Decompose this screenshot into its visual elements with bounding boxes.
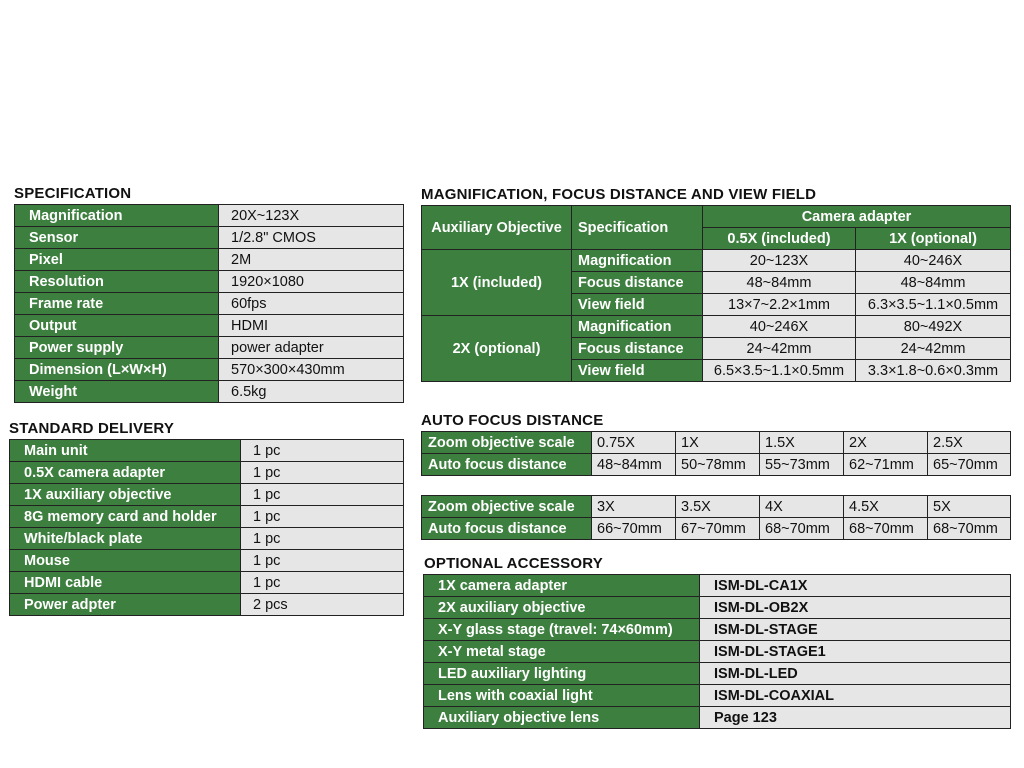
accessory-code: ISM-DL-STAGE bbox=[700, 619, 1011, 641]
focus-distance-value: 67~70mm bbox=[676, 518, 760, 540]
accessory-name: LED auxiliary lighting bbox=[424, 663, 700, 685]
magnification-table bbox=[421, 205, 1011, 382]
objective-label: 1X (included) bbox=[422, 250, 572, 316]
spec-name: View field bbox=[572, 360, 703, 382]
delivery-item: 1X auxiliary objective bbox=[10, 484, 241, 506]
auto-focus-title: AUTO FOCUS DISTANCE bbox=[421, 412, 604, 429]
spec-row bbox=[15, 359, 404, 381]
spec-label: Weight bbox=[15, 381, 219, 403]
focus-distance-value: 65~70mm bbox=[928, 454, 1011, 476]
zoom-scale-value: 2.5X bbox=[928, 432, 1011, 454]
accessory-name: Lens with coaxial light bbox=[424, 685, 700, 707]
delivery-qty: 1 pc bbox=[241, 506, 404, 528]
delivery-row bbox=[10, 506, 404, 528]
auto-focus-table-1 bbox=[421, 431, 1011, 476]
focus-distance-value: 55~73mm bbox=[760, 454, 844, 476]
one-x-value: 40~246X bbox=[856, 250, 1011, 272]
zoom-scale-value: 1X bbox=[676, 432, 760, 454]
standard-delivery-table bbox=[9, 439, 404, 616]
delivery-row bbox=[10, 462, 404, 484]
spec-label: Power supply bbox=[15, 337, 219, 359]
zoom-scale-row bbox=[422, 496, 1011, 518]
focus-distance-label: Auto focus distance bbox=[422, 518, 592, 540]
focus-distance-value: 50~78mm bbox=[676, 454, 760, 476]
delivery-row bbox=[10, 484, 404, 506]
spec-label: Output bbox=[15, 315, 219, 337]
accessory-code: ISM-DL-STAGE1 bbox=[700, 641, 1011, 663]
spec-value: 1/2.8" CMOS bbox=[219, 227, 404, 249]
zoom-scale-value: 4.5X bbox=[844, 496, 928, 518]
delivery-qty: 1 pc bbox=[241, 440, 404, 462]
spec-label: Dimension (L×W×H) bbox=[15, 359, 219, 381]
spec-label: Magnification bbox=[15, 205, 219, 227]
focus-distance-row bbox=[422, 454, 1011, 476]
header-1x-optional: 1X (optional) bbox=[856, 228, 1011, 250]
zoom-scale-row bbox=[422, 432, 1011, 454]
magnification-row bbox=[422, 250, 1011, 272]
accessory-row bbox=[424, 619, 1011, 641]
spec-value: 1920×1080 bbox=[219, 271, 404, 293]
zoom-scale-value: 3X bbox=[592, 496, 676, 518]
optional-accessory-table bbox=[423, 574, 1011, 729]
spec-name: Focus distance bbox=[572, 338, 703, 360]
zoom-scale-label: Zoom objective scale bbox=[422, 496, 592, 518]
delivery-qty: 1 pc bbox=[241, 484, 404, 506]
spec-value: 60fps bbox=[219, 293, 404, 315]
spec-value: HDMI bbox=[219, 315, 404, 337]
accessory-row bbox=[424, 597, 1011, 619]
delivery-item: White/black plate bbox=[10, 528, 241, 550]
delivery-row bbox=[10, 572, 404, 594]
specification-table bbox=[14, 204, 404, 403]
spec-label: Sensor bbox=[15, 227, 219, 249]
accessory-code: ISM-DL-COAXIAL bbox=[700, 685, 1011, 707]
zoom-scale-value: 5X bbox=[928, 496, 1011, 518]
spec-row bbox=[15, 227, 404, 249]
focus-distance-value: 62~71mm bbox=[844, 454, 928, 476]
accessory-code: ISM-DL-OB2X bbox=[700, 597, 1011, 619]
delivery-row bbox=[10, 440, 404, 462]
accessory-row bbox=[424, 641, 1011, 663]
accessory-row bbox=[424, 575, 1011, 597]
accessory-name: X-Y glass stage (travel: 74×60mm) bbox=[424, 619, 700, 641]
specification-title: SPECIFICATION bbox=[14, 185, 132, 202]
half-x-value: 48~84mm bbox=[703, 272, 856, 294]
spec-name: View field bbox=[572, 294, 703, 316]
one-x-value: 48~84mm bbox=[856, 272, 1011, 294]
zoom-scale-value: 0.75X bbox=[592, 432, 676, 454]
spec-label: Pixel bbox=[15, 249, 219, 271]
delivery-item: Mouse bbox=[10, 550, 241, 572]
delivery-item: HDMI cable bbox=[10, 572, 241, 594]
delivery-row bbox=[10, 528, 404, 550]
spec-row bbox=[15, 271, 404, 293]
spec-name: Magnification bbox=[572, 250, 703, 272]
focus-distance-value: 68~70mm bbox=[928, 518, 1011, 540]
delivery-item: 0.5X camera adapter bbox=[10, 462, 241, 484]
spec-label: Frame rate bbox=[15, 293, 219, 315]
zoom-scale-value: 3.5X bbox=[676, 496, 760, 518]
one-x-value: 24~42mm bbox=[856, 338, 1011, 360]
spec-name: Focus distance bbox=[572, 272, 703, 294]
half-x-value: 24~42mm bbox=[703, 338, 856, 360]
delivery-qty: 1 pc bbox=[241, 462, 404, 484]
spec-value: 20X~123X bbox=[219, 205, 404, 227]
magnification-title: MAGNIFICATION, FOCUS DISTANCE AND VIEW FIELD bbox=[421, 186, 817, 203]
optional-accessory-title: OPTIONAL ACCESSORY bbox=[424, 555, 603, 572]
spec-value: 570×300×430mm bbox=[219, 359, 404, 381]
spec-row bbox=[15, 381, 404, 403]
header-camera-adapter: Camera adapter bbox=[703, 206, 1011, 228]
spec-value: 6.5kg bbox=[219, 381, 404, 403]
delivery-qty: 1 pc bbox=[241, 550, 404, 572]
accessory-name: X-Y metal stage bbox=[424, 641, 700, 663]
one-x-value: 80~492X bbox=[856, 316, 1011, 338]
header-auxiliary-objective: Auxiliary Objective bbox=[422, 206, 572, 250]
spec-value: 2M bbox=[219, 249, 404, 271]
zoom-scale-value: 1.5X bbox=[760, 432, 844, 454]
delivery-item: 8G memory card and holder bbox=[10, 506, 241, 528]
delivery-item: Power adpter bbox=[10, 594, 241, 616]
focus-distance-value: 48~84mm bbox=[592, 454, 676, 476]
delivery-qty: 2 pcs bbox=[241, 594, 404, 616]
auto-focus-table-2 bbox=[421, 495, 1011, 540]
delivery-row bbox=[10, 550, 404, 572]
focus-distance-label: Auto focus distance bbox=[422, 454, 592, 476]
header-half-x-included: 0.5X (included) bbox=[703, 228, 856, 250]
accessory-code: ISM-DL-CA1X bbox=[700, 575, 1011, 597]
spec-row bbox=[15, 337, 404, 359]
header-specification: Specification bbox=[572, 206, 703, 250]
delivery-qty: 1 pc bbox=[241, 528, 404, 550]
one-x-value: 6.3×3.5~1.1×0.5mm bbox=[856, 294, 1011, 316]
focus-distance-value: 68~70mm bbox=[844, 518, 928, 540]
accessory-code: ISM-DL-LED bbox=[700, 663, 1011, 685]
accessory-name: 1X camera adapter bbox=[424, 575, 700, 597]
accessory-row bbox=[424, 663, 1011, 685]
one-x-value: 3.3×1.8~0.6×0.3mm bbox=[856, 360, 1011, 382]
spec-row bbox=[15, 205, 404, 227]
delivery-item: Main unit bbox=[10, 440, 241, 462]
spec-row bbox=[15, 249, 404, 271]
spec-value: power adapter bbox=[219, 337, 404, 359]
accessory-name: Auxiliary objective lens bbox=[424, 707, 700, 729]
magnification-row bbox=[422, 316, 1011, 338]
focus-distance-value: 66~70mm bbox=[592, 518, 676, 540]
accessory-row bbox=[424, 685, 1011, 707]
half-x-value: 40~246X bbox=[703, 316, 856, 338]
spec-row bbox=[15, 315, 404, 337]
zoom-scale-value: 4X bbox=[760, 496, 844, 518]
zoom-scale-label: Zoom objective scale bbox=[422, 432, 592, 454]
delivery-row bbox=[10, 594, 404, 616]
objective-label: 2X (optional) bbox=[422, 316, 572, 382]
half-x-value: 6.5×3.5~1.1×0.5mm bbox=[703, 360, 856, 382]
spec-label: Resolution bbox=[15, 271, 219, 293]
focus-distance-value: 68~70mm bbox=[760, 518, 844, 540]
half-x-value: 20~123X bbox=[703, 250, 856, 272]
spec-name: Magnification bbox=[572, 316, 703, 338]
zoom-scale-value: 2X bbox=[844, 432, 928, 454]
spec-row bbox=[15, 293, 404, 315]
standard-delivery-title: STANDARD DELIVERY bbox=[9, 420, 175, 437]
half-x-value: 13×7~2.2×1mm bbox=[703, 294, 856, 316]
accessory-code: Page 123 bbox=[700, 707, 1011, 729]
accessory-row bbox=[424, 707, 1011, 729]
focus-distance-row bbox=[422, 518, 1011, 540]
accessory-name: 2X auxiliary objective bbox=[424, 597, 700, 619]
delivery-qty: 1 pc bbox=[241, 572, 404, 594]
